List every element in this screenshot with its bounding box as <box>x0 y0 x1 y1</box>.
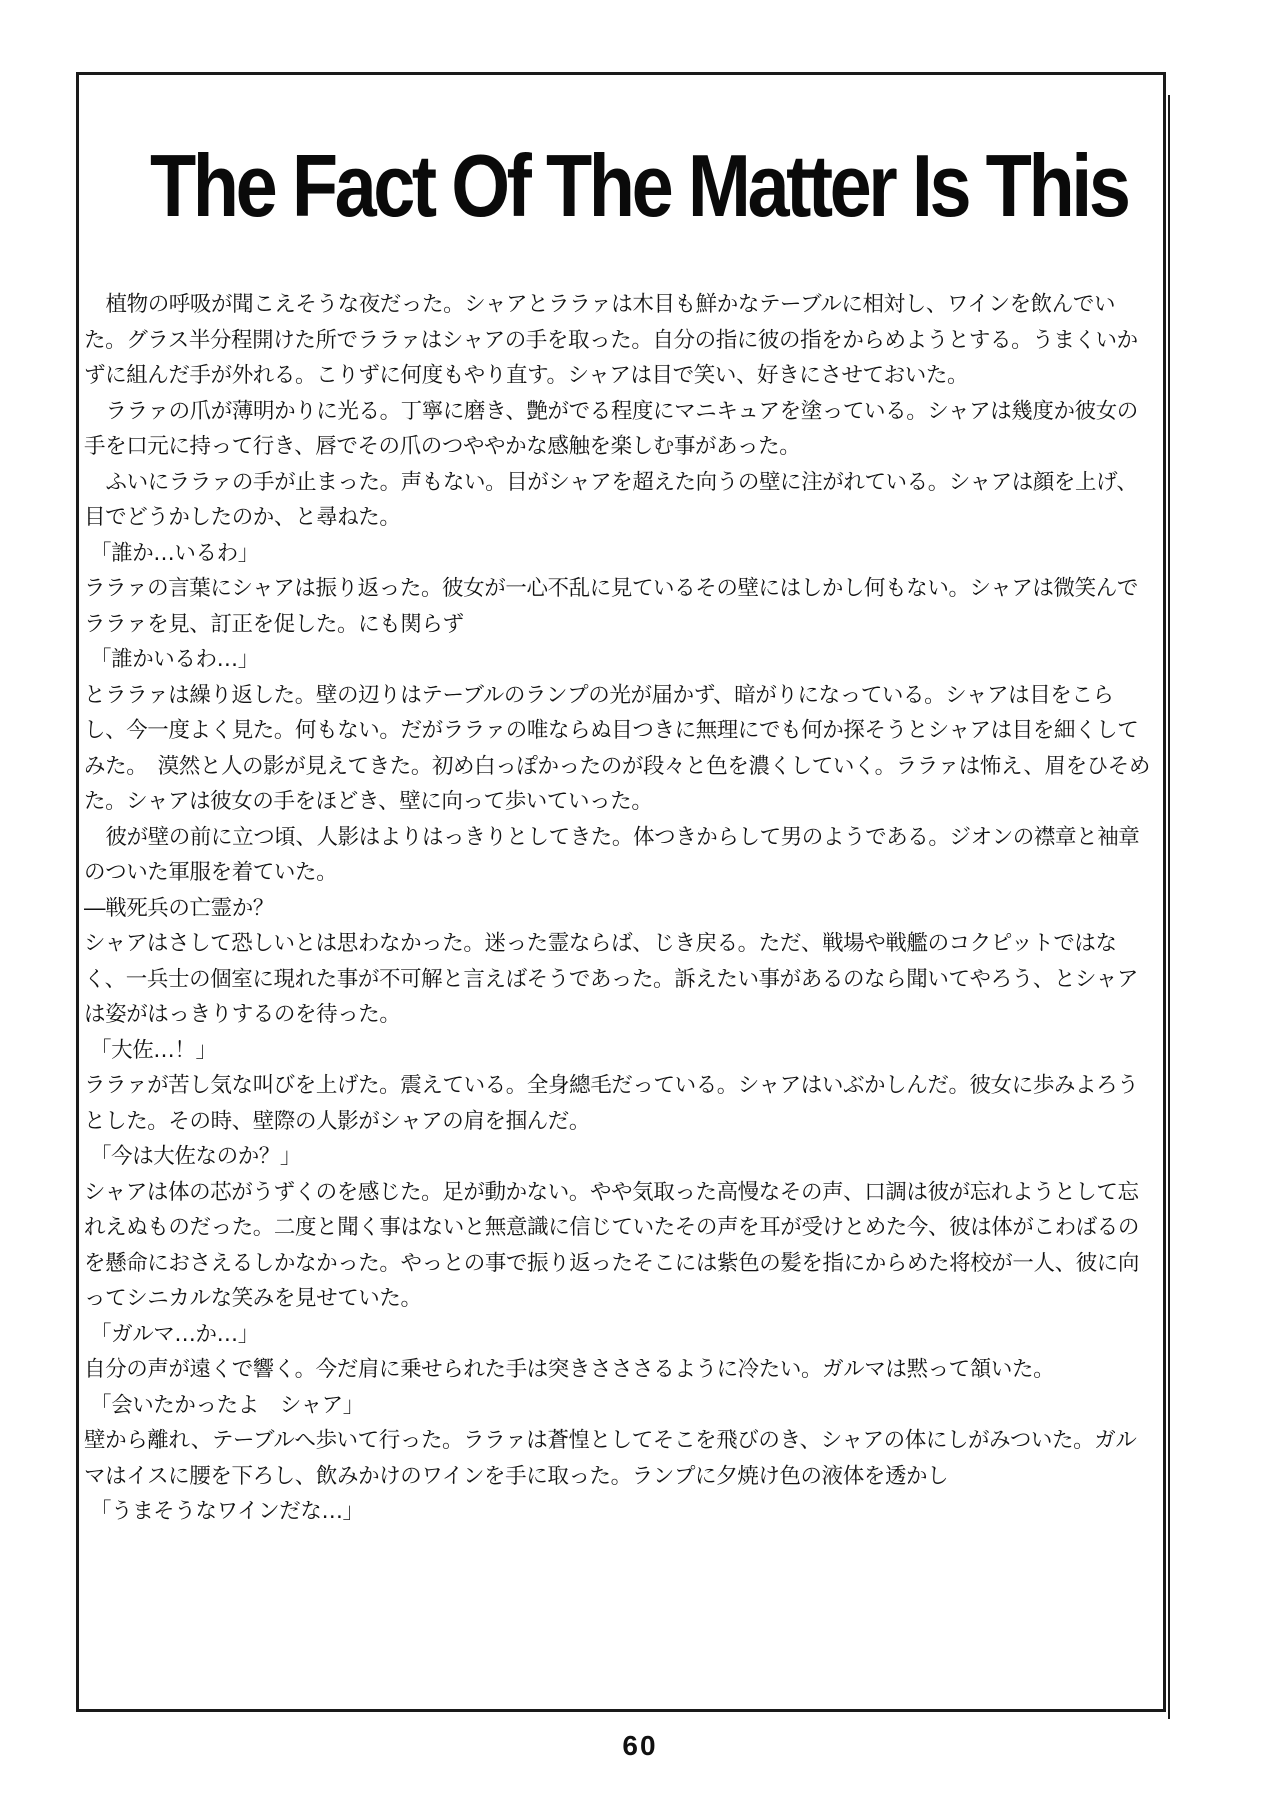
story-paragraph: 彼が壁の前に立つ頃、人影はよりはっきりとしてきた。体つきからして男のようである。ジオンの襟章と袖章のついた軍服を着ていた。 <box>84 824 1140 885</box>
story-paragraph: ―戦死兵の亡霊か？ <box>84 895 274 921</box>
story-paragraph: 「大佐…！」 <box>90 1037 217 1063</box>
story-paragraph: 「ガルマ…か…」 <box>90 1321 259 1347</box>
story-paragraph: ララァの言葉にシャアは振り返った。彼女が一心不乱に見ているその壁にはしかし何もない。シャアは微笑んでララァを見、訂正を促した。にも関らず <box>84 576 1138 637</box>
story-paragraph: シャアは体の芯がうずくのを感じた。足が動かない。やや気取った高慢なその声、口調は彼が忘れようとして忘れえぬものだった。二度と聞く事はないと無意識に信じていたその声を耳が受けとめた今、彼は体がこわばるのを懸命におさえるしかなかった。やっとの事で振り返ったそこには紫色の髪を指にからめた将校が一人、彼に向ってシニカルな笑みを見せていた。 <box>84 1179 1140 1311</box>
story-body <box>84 287 1150 1530</box>
story-paragraph: 「今は大佐なのか？」 <box>90 1144 302 1169</box>
story-title: The Fact Of The Matter Is This <box>150 136 1128 235</box>
story-paragraph: 「誰か…いるわ」 <box>90 540 259 566</box>
story-paragraph: ララァの爪が薄明かりに光る。丁寧に磨き、艶がでる程度にマニキュアを塗っている。シャアは幾度か彼女の手を口元に持って行き、唇でその爪のつややかな感触を楽しむ事があった。 <box>84 398 1138 459</box>
story-paragraph: ふいにララァの手が止まった。声もない。目がシャアを超えた向うの壁に注がれている。シャアは顔を上げ、目でどうかしたのか、と尋ねた。 <box>84 469 1138 530</box>
story-paragraph: 「うまそうなワインだな…」 <box>90 1499 364 1524</box>
story-paragraph: とララァは繰り返した。壁の辺りはテーブルのランプの光が届かず、暗がりになっている。シャアは目をこらし、今一度よく見た。何もない。だがララァの唯ならぬ目つきに無理にでも何か探そうとシャアは目を細くしてみた。 漠然と人の影が見えてきた。初め白っぽかったのが段々と色を濃くしていく。ララァは怖え、眉をひそめた。シャアは彼女の手をほどき、壁に向って歩いていった。 <box>84 682 1151 814</box>
story-paragraph: ララァが苦し気な叫びを上げた。震えている。全身總毛だっている。シャアはいぶかしんだ。彼女に歩みよろうとした。その時、壁際の人影がシャアの肩を掴んだ。 <box>84 1073 1139 1134</box>
story-paragraph: 「誰かいるわ…」 <box>90 647 259 672</box>
page-number: 60 <box>622 1730 658 1761</box>
story-paragraph: シャアはさして恐しいとは思わなかった。迷った霊ならば、じき戻る。ただ、戦場や戦艦のコクピットではなく、一兵士の個室に現れた事が不可解と言えばそうであった。訴えたい事があるのなら聞いてやろう、とシャアは姿がはっきりするのを待った。 <box>84 931 1138 1027</box>
story-paragraph: 壁から離れ、テーブルへ歩いて行った。ララァは蒼惶としてそこを飛びのき、シャアの体にしがみついた。ガルマはイスに腰を下ろし、飲みかけのワインを手に取った。ランプに夕焼け色の液体を透かし <box>84 1428 1137 1489</box>
story-paragraph: 植物の呼吸が聞こえそうな夜だった。シャアとララァは木目も鮮かなテーブルに相対し、ワインを飲んでいた。グラス半分程開けた所でララァはシャアの手を取った。自分の指に彼の指をからめようとする。うまくいかずに組んだ手が外れる。こりずに何度もやり直す。シャアは目で笑い、好きにさせておいた。 <box>84 292 1138 388</box>
story-paragraph: 自分の声が遠くで響く。今だ肩に乗せられた手は突きさささるように冷たい。ガルマは黙って頷いた。 <box>84 1357 1055 1382</box>
story-paragraph: 「会いたかったよ シャア」 <box>90 1392 364 1418</box>
